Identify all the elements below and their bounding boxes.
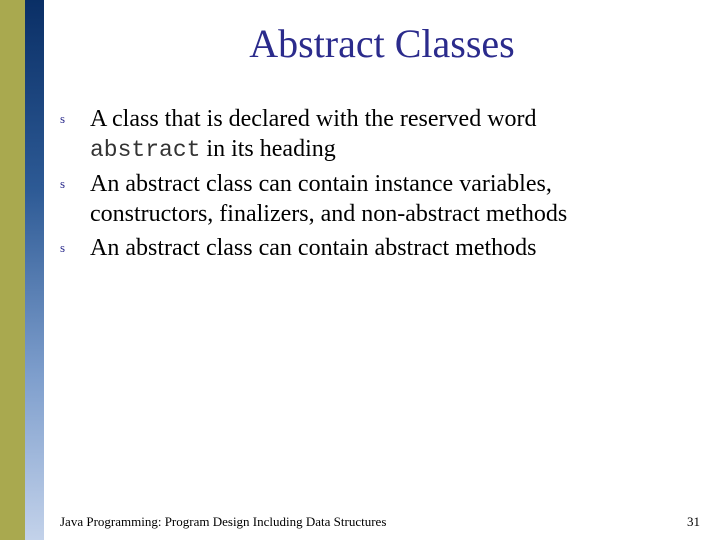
bullet-marker-icon: s xyxy=(60,240,66,255)
footer-text: Java Programming: Program Design Including Data Structures xyxy=(60,514,387,529)
bullet-list xyxy=(60,104,680,267)
bullet-item-3 xyxy=(60,233,680,263)
bullet-2-text: An abstract class can contain instance variables, constructors, finalizers, and non-abstract methods xyxy=(90,171,568,227)
bullet-1-code-keyword: abstract xyxy=(90,137,201,163)
slide-title: Abstract Classes xyxy=(249,21,515,66)
bullet-item-2 xyxy=(60,169,680,229)
bullet-1-text-after: in its heading xyxy=(200,136,336,162)
left-olive-band xyxy=(0,0,25,540)
bullet-1-text: A class that is declared with the reserved word xyxy=(90,106,537,132)
bullet-marker-icon: s xyxy=(60,111,66,126)
left-blue-gradient-band xyxy=(25,0,44,540)
bullet-marker-icon: s xyxy=(60,176,66,191)
bullet-item-1 xyxy=(60,104,680,165)
bullet-3-text: An abstract class can contain abstract methods xyxy=(90,235,537,261)
page-number: 31 xyxy=(687,514,700,529)
